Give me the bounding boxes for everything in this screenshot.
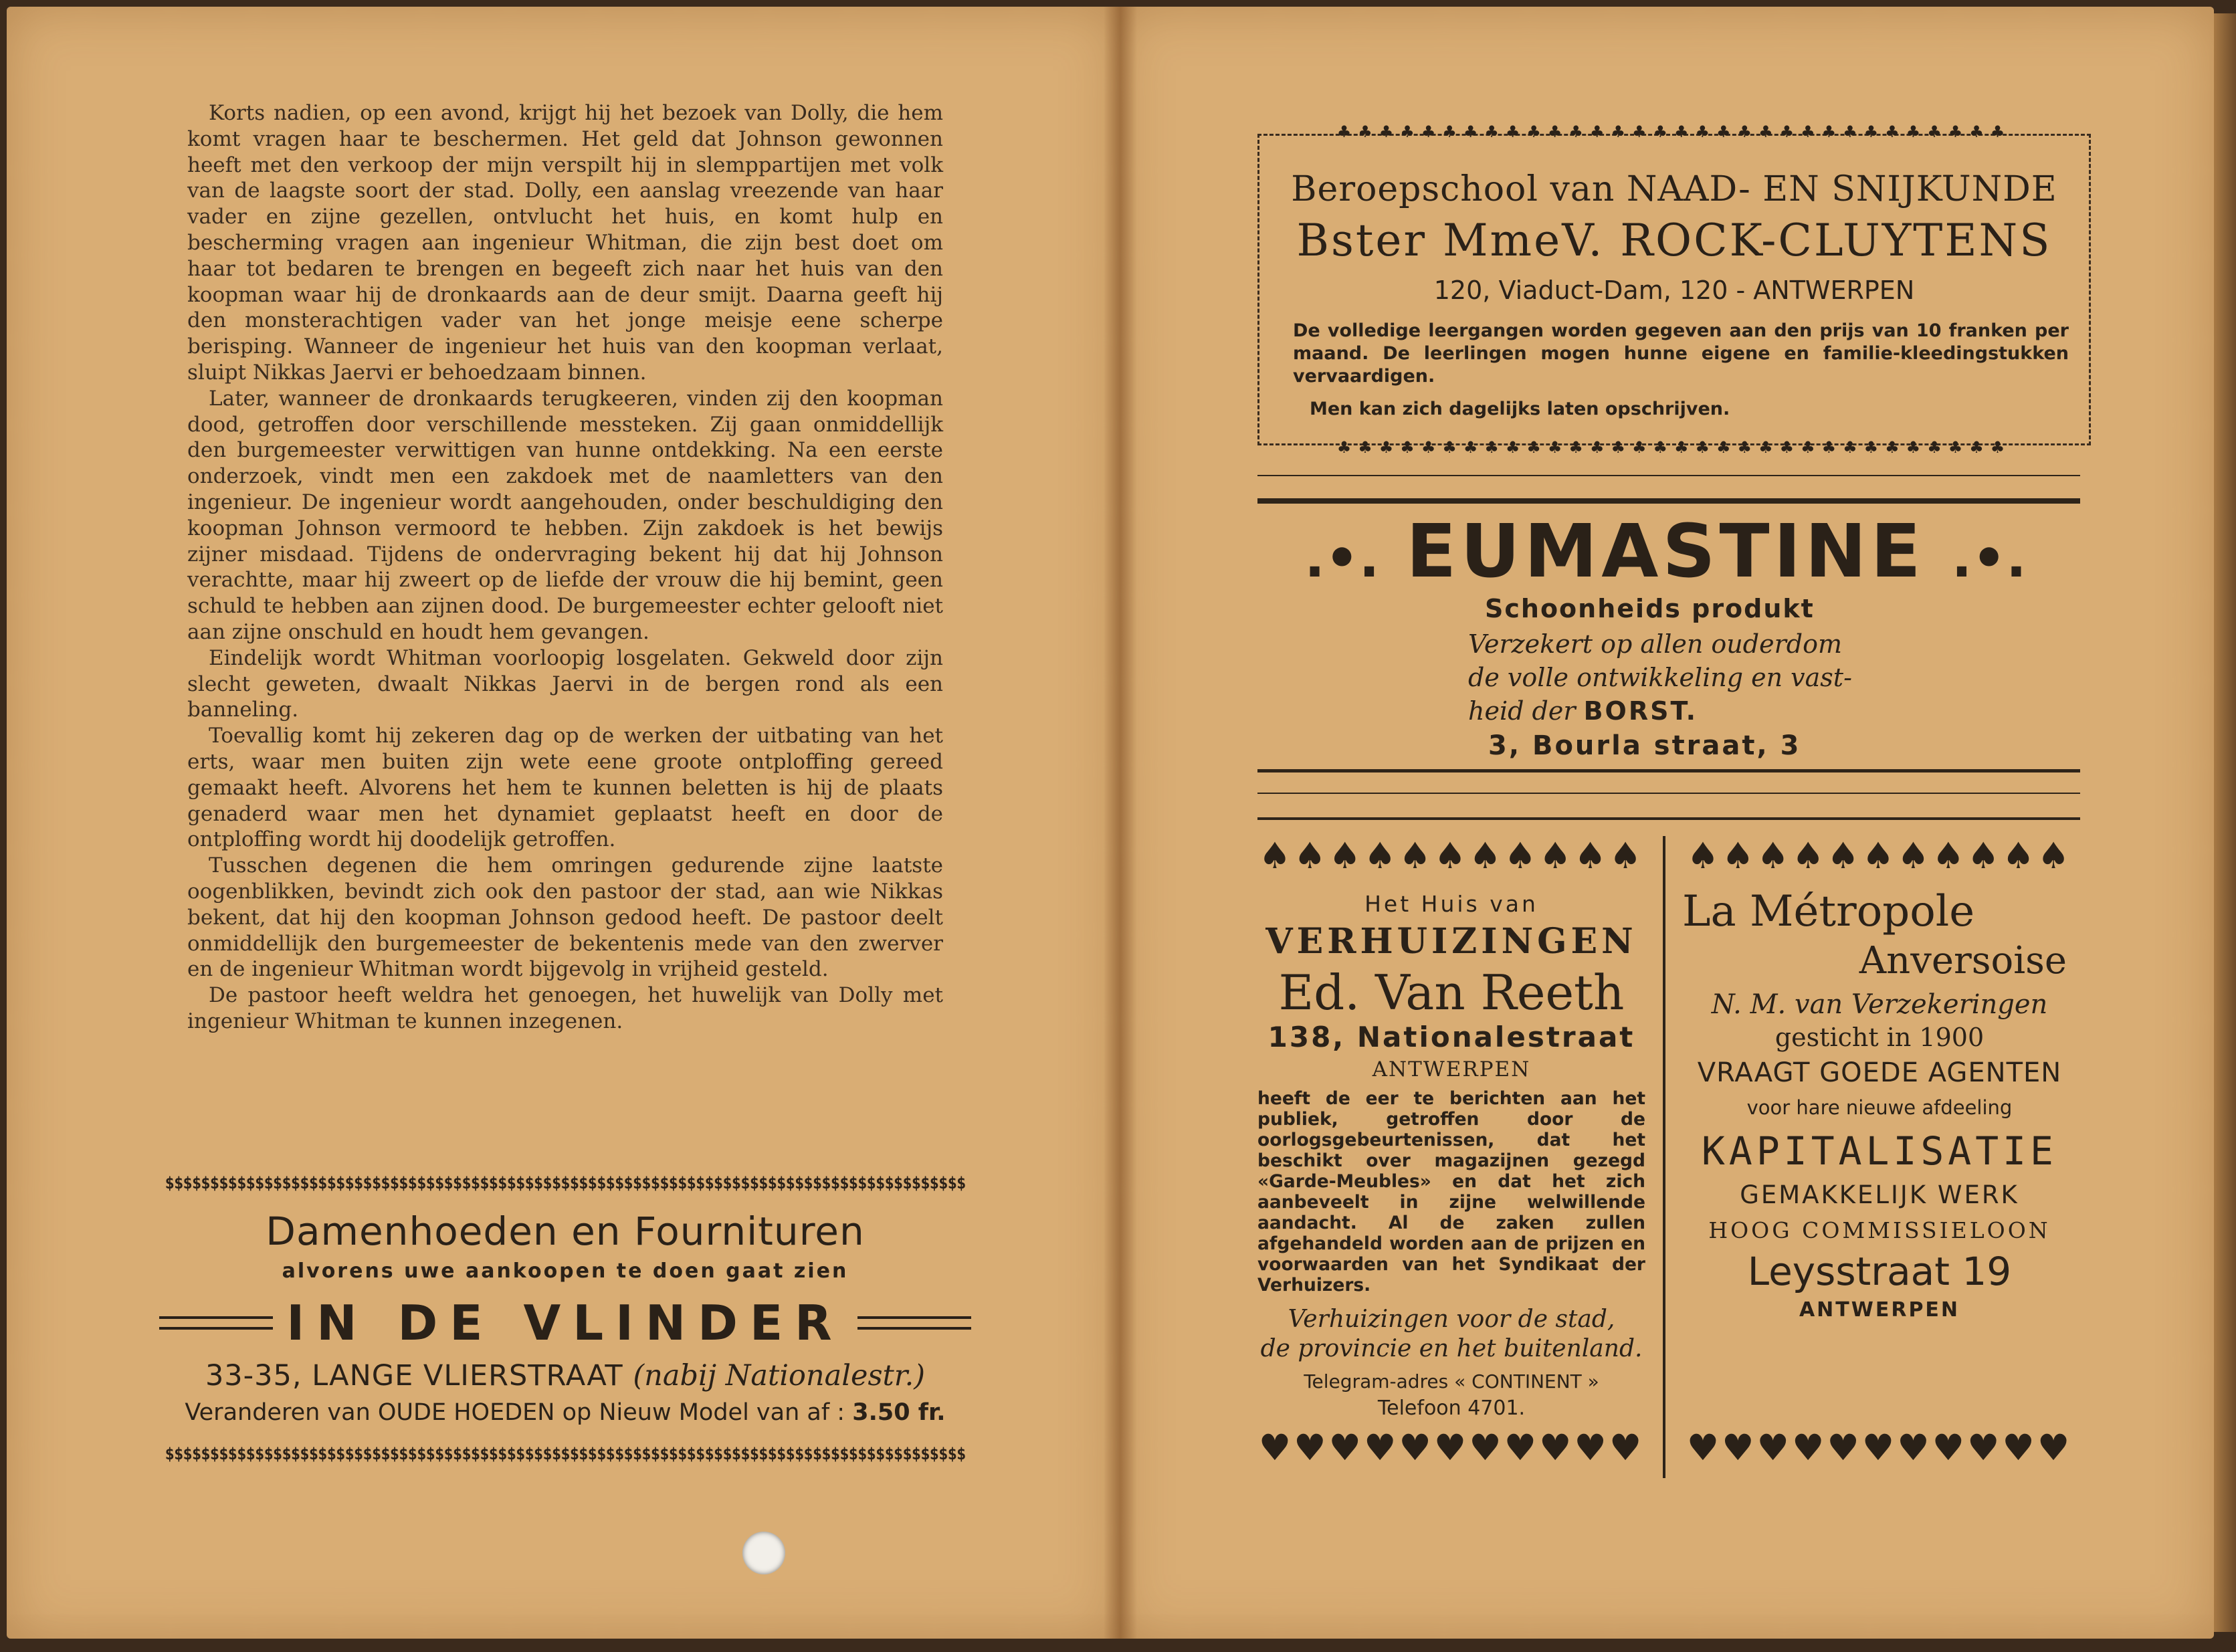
divider-rule bbox=[1257, 817, 2080, 820]
eumastine-name: EUMASTINE bbox=[1406, 508, 1925, 594]
huis-prefix: Het Huis van bbox=[1364, 891, 1538, 917]
ornament-border-top: ♣♣♣♣♣♣♣♣♣♣♣♣♣♣♣♣♣♣♣♣♣♣♣♣♣♣♣♣♣♣♣♣ bbox=[1336, 122, 2012, 141]
ornament-border-top: $$$$$$$$$$$$$$$$$$$$$$$$$$$$$$$$$$$$$$$$$$$$$$$$$$$$$$$$$$$$$$$$$$$$$$$$$$$$$$$$$$$$$$$$$ bbox=[165, 1174, 966, 1193]
binding-hole bbox=[742, 1532, 785, 1574]
column-divider bbox=[1663, 836, 1665, 1478]
desc-emphasis: BORST. bbox=[1583, 696, 1698, 726]
ad-subtitle: alvorens uwe aankoopen te doen gaat zien bbox=[282, 1259, 849, 1283]
ad-eumastine bbox=[1251, 508, 2080, 761]
desc-line: de volle ontwikkeling en vast- bbox=[1468, 663, 1852, 692]
shop-name: IN DE VLINDER bbox=[286, 1295, 844, 1351]
desc-line bbox=[1468, 694, 2080, 728]
school-address: 120, Viaduct-Dam, 120 - ANTWERPEN bbox=[1433, 276, 1915, 305]
metropole-department: KAPITALISATIE bbox=[1702, 1128, 2057, 1174]
school-note-2: Men kan zich dagelijks laten opschrijven. bbox=[1310, 399, 1730, 419]
metropole-department-note: voor hare nieuwe afdeeling bbox=[1746, 1096, 2013, 1119]
story-paragraph: Eindelijk wordt Whitman voorloopig losgelaten. Gekweld door zijn slecht geweten, dwaalt Nikkas Jaervi in de bergen rond als een banneling. bbox=[187, 645, 943, 722]
offer-price: 3.50 fr. bbox=[852, 1399, 946, 1426]
divider-rule-thick bbox=[1257, 498, 2080, 504]
school-note: De volledige leergangen worden gegeven aan den prijs van 10 franken per maand. De leerlingen mogen hunne eigene en familie-kleedingstukken vervaardigen. bbox=[1293, 320, 2069, 387]
ornament-border-bottom: ♥♥♥♥♥♥♥♥♥♥♥ bbox=[1258, 1428, 1645, 1468]
huis-telegram: Telegram-adres « CONTINENT » bbox=[1304, 1370, 1599, 1392]
shop-street: 33-35, LANGE VLIERSTRAAT bbox=[205, 1359, 623, 1392]
divider-rule bbox=[1257, 475, 2080, 476]
divider-rule-thick bbox=[1257, 769, 2080, 772]
dots-ornament: .•. bbox=[1951, 527, 2027, 589]
eumastine-address: 3, Bourla straat, 3 bbox=[1488, 730, 1801, 761]
eumastine-subtitle: Schoonheids produkt bbox=[1485, 594, 1815, 623]
school-name: Beroepschool van NAAD- EN SNIJKUNDE bbox=[1291, 169, 2057, 209]
huis-title: VERHUIZINGEN bbox=[1265, 921, 1637, 962]
huis-city: ANTWERPEN bbox=[1372, 1057, 1531, 1081]
ornament-border-bottom: ♣♣♣♣♣♣♣♣♣♣♣♣♣♣♣♣♣♣♣♣♣♣♣♣♣♣♣♣♣♣♣♣ bbox=[1336, 438, 2012, 457]
story-paragraph: Toevallig komt hij zekeren dag op de werken der uitbating van het erts, waar men buiten zijn wete eene groote ontploffing gereed gemaakt heeft. Alvorens het hem te kunnen beletten is hij de plaats genaderd waar men het dynamiet geplaatst heeft en door de ontploffing wordt hij doodelijk getroffen. bbox=[187, 724, 943, 852]
metropole-address: Leysstraat 19 bbox=[1747, 1249, 2012, 1294]
metropole-company: N. M. van Verzekeringen bbox=[1711, 989, 2048, 1020]
page-gutter bbox=[1104, 7, 1137, 1639]
story-text bbox=[187, 100, 943, 1035]
eumastine-title bbox=[1251, 508, 2080, 594]
metropole-founded: gesticht in 1900 bbox=[1774, 1023, 1985, 1052]
shop-address-note: (nabij Nationalestr.) bbox=[633, 1359, 926, 1392]
divider-rule bbox=[1257, 793, 2080, 794]
story-paragraph: Korts nadien, op een avond, krijgt hij het bezoek van Dolly, die hem komt vragen haar te beschermen. Het geld dat Johnson gewonnen heeft met den verkoop der mijn verspilt hij in slemppartijen met volk van de laagste soort der stad. Dolly, een aanslag vreezende van haar vader en zijne gezellen, ontvlucht het huis, en komt hulp en bescherming vragen aan ingenieur Whitman, die zijn best doet om haar tot bedaren te brengen en begeeft zich naar het huis van den koopman waar hij de dronkaards aan de deur smijt. Daarna geeft hij den monsterachtigen vader van het jonge meisje eene scherpe berisping. Wanneer de ingenieur het huis van den koopman verlaat, sluipt Nikkas Jaervi er behoedzaam binnen. bbox=[187, 101, 943, 385]
ad-beroepschool bbox=[1257, 122, 2091, 457]
huis-announcement: heeft de eer te berichten aan het publiek, getroffen door de oorlogsgebeurtenissen, dat het beschikt over magazijnen gezegd «Garde-Meubles» en dat het zich aanbeveelt in zijne welwillende aandacht. Al de zaken zullen afgehandeld worden aan de prijzen en voorwaarden van het Syndikaat der Verhuizers. bbox=[1257, 1088, 1645, 1296]
offer-text: Veranderen van OUDE HOEDEN op Nieuw Model van af : bbox=[185, 1399, 845, 1426]
story-paragraph: De pastoor heeft weldra het genoegen, het huwelijk van Dolly met ingenieur Whitman te kunnen inzegenen. bbox=[187, 983, 943, 1033]
metropole-subtitle: Anversoise bbox=[1859, 939, 2067, 983]
metropole-city: ANTWERPEN bbox=[1799, 1298, 1960, 1322]
ornament-border-bottom: ♥♥♥♥♥♥♥♥♥♥♥ bbox=[1686, 1428, 2073, 1468]
shop-address bbox=[150, 1359, 980, 1392]
ad-metropole bbox=[1679, 836, 2080, 1468]
service-line: de provincie en het buitenland. bbox=[1260, 1335, 1643, 1362]
offer-line bbox=[150, 1399, 980, 1426]
ornament-border-bottom: $$$$$$$$$$$$$$$$$$$$$$$$$$$$$$$$$$$$$$$$$$$$$$$$$$$$$$$$$$$$$$$$$$$$$$$$$$$$$$$$$$$$$$$$$ bbox=[165, 1445, 966, 1463]
service-line: Verhuizingen voor de stad, bbox=[1288, 1306, 1615, 1333]
desc-line: Verzekert op allen ouderdom bbox=[1468, 629, 1842, 659]
huis-phone: Telefoon 4701. bbox=[1377, 1397, 1526, 1420]
ornament-border-top: ♠♠♠♠♠♠♠♠♠♠♠ bbox=[1686, 836, 2073, 876]
story-paragraph: Tusschen degenen die hem omringen gedurende zijne laatste oogenblikken, bevindt zich ook den pastoor der stad, aan wie Nikkas bekent, dat hij den koopman Johnson gedood heeft. De pastoor deelt onmiddellijk den burgemeester de bekentenis mede van den zwerver en de ingenieur Whitman wordt bijgevolg in vrijheid gesteld. bbox=[187, 853, 943, 982]
eumastine-description bbox=[1468, 627, 2080, 728]
ad-verhuizingen bbox=[1251, 836, 1652, 1468]
dots-ornament: .•. bbox=[1304, 527, 1380, 589]
metropole-commission: HOOG COMMISSIELOON bbox=[1708, 1217, 2051, 1243]
huis-owner: Ed. Van Reeth bbox=[1278, 964, 1625, 1021]
story-paragraph: Later, wanneer de dronkaards terugkeeren, vinden zij den koopman dood, getroffen door verschillende messteken. Zij gaan onmiddellijk den burgemeester verwittigen van hunne ontdekking. Na een eerste onderzoek, vindt men een zakdoek met de naamletters van den ingenieur. De ingenieur wordt aangehouden, onder beschuldiging den koopman Johnson vermoord te hebben. Zijn zakdoek is het bewijs zijner misdaad. Tijdens de ondervraging bekent hij dat hij Johnson verachtte, maar hij zweert op de liefde der vrouw die hij bemint, geen schuld te hebben aan zijnen dood. De burgemeester echter gelooft niet aan zijne onschuld en houdt hem gevangen. bbox=[187, 386, 943, 644]
double-rule-right bbox=[857, 1316, 971, 1330]
ornament-border-top: ♠♠♠♠♠♠♠♠♠♠♠ bbox=[1258, 836, 1645, 876]
school-director: Bster MmeV. ROCK-CLUYTENS bbox=[1296, 215, 2052, 266]
booklet-edge bbox=[2214, 13, 2236, 1632]
ad-damenhoeden bbox=[150, 1174, 980, 1465]
huis-service bbox=[1251, 1305, 1652, 1364]
metropole-wanted: VRAAGT GOEDE AGENTEN bbox=[1697, 1057, 2062, 1088]
desc-text: heid der bbox=[1468, 696, 1576, 726]
double-rule-left bbox=[159, 1316, 273, 1330]
metropole-easy-work: GEMAKKELIJK WERK bbox=[1740, 1180, 2019, 1209]
huis-street: 138, Nationalestraat bbox=[1267, 1021, 1635, 1053]
metropole-title: La Métropole bbox=[1682, 887, 1975, 936]
shop-name-row bbox=[150, 1295, 980, 1351]
ad-title: Damenhoeden en Fournituren bbox=[266, 1209, 865, 1254]
